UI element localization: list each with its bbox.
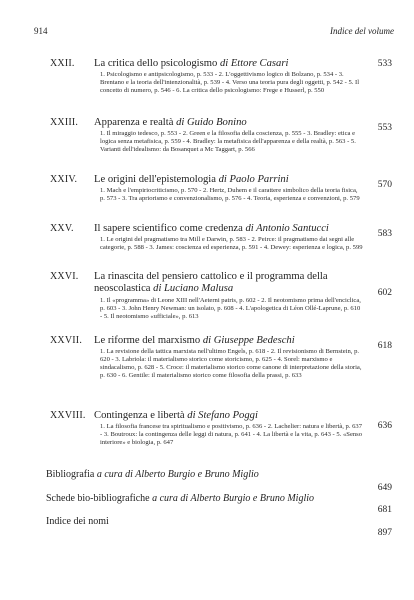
toc-back-matter[interactable] (46, 516, 392, 538)
chapter-author: di Giuseppe Bedeschi (202, 335, 295, 346)
section-list: 1. Psicologismo e antipsicologismo, p. 533 - 2. L'oggettivismo logico di Bolzano, p. 534 - 3. Brentano e la teoria dell'intenzionalità, p. 539 - 4. Verso una teoria pura degli oggetti, p. 542 - 5. Il concetto di numero, p. 546 - 6. La critica dello psicologismo: Frege e Husserl, p. 550 (100, 71, 360, 95)
chapter-title: Le riforme del marxismo di Giuseppe Bedeschi (94, 335, 295, 346)
chapter-number: XXIII. (50, 117, 79, 128)
chapter-title: La rinascita del pensiero cattolico e il programma della neoscolastica di Luciano Malusa (94, 271, 328, 294)
toc-back-matter[interactable] (46, 469, 392, 493)
chapter-title: Apparenza e realtà di Guido Bonino (94, 117, 247, 128)
back-matter-label: Indice dei nomi (46, 516, 109, 527)
chapter-title: Il sapere scientifico come credenza di Antonio Santucci (94, 223, 329, 234)
page-ref: 602 (377, 288, 392, 298)
chapter-number: XXVIII. (50, 410, 86, 421)
page-ref: 533 (377, 59, 392, 69)
section-list: 1. La revisione della tattica marxista nell'ultimo Engels, p. 618 - 2. Il revisionismo di Bernstein, p. 620 - 3. Labriola: il materialismo storico come storicismo, p. 625 - 4. Sorel: marxismo e sindacalismo, p. 628 - 5. Croce: il materialismo storico come canone di interpretazione della storia, p. 630 - 6. Gentile: il materialismo storico come filosofia della prassi, p. 633 (100, 348, 362, 380)
section-list: 1. La filosofia francese tra spiritualismo e positivismo, p. 636 - 2. Lachelier: natura e libertà, p. 637 - 3. Boutroux: la contingenza delle leggi di natura, p. 641 - 4. La libertà e la vita, p. 643 - 5. «Senso interiore» e biologia, p. 647 (100, 423, 363, 447)
page-ref: 649 (377, 483, 392, 493)
chapter-author: di Luciano Malusa (153, 283, 234, 294)
page-ref: 583 (377, 229, 392, 239)
running-header (34, 26, 394, 40)
chapter-title: Le origini dell'epistemologia di Paolo Parrini (94, 174, 289, 185)
page-ref: 618 (377, 341, 392, 351)
chapter-author: di Antonio Santucci (245, 223, 329, 234)
back-matter-label: Bibliografia a cura di Alberto Burgio e Bruno Miglio (46, 469, 259, 480)
chapter-title: La critica dello psicologismo di Ettore Casari (94, 58, 289, 69)
page-number: 914 (34, 26, 48, 36)
page-ref: 570 (377, 180, 392, 190)
section-list: 1. Le origini del pragmatismo tra Mill e Darwin, p. 583 - 2. Peirce: il pragmatismo dai segni alle categorie, p. 588 - 3. James: coscienza ed esperienza, p. 591 - 4. Dewey: esperienza e logica, p. 599 (100, 236, 363, 252)
chapter-number: XXII. (50, 58, 75, 69)
chapter-author: di Ettore Casari (219, 58, 289, 69)
running-title: Indice del volume (330, 26, 394, 36)
chapter-author: di Stefano Poggi (187, 410, 258, 421)
chapter-number: XXIV. (50, 174, 78, 185)
toc-back-matter[interactable] (46, 493, 392, 515)
section-list: 1. Il miraggio tedesco, p. 553 - 2. Green e la filosofia della coscienza, p. 555 - 3. Bradley: etica e logica senza metafisica, p. 559 - 4. Bradley: la metafisica dell'apparenza e della realtà, p. 563 - 5. Varianti dell'idealismo: da Bosanquet a Mc Taggart, p. 566 (100, 130, 356, 154)
page-ref: 636 (377, 421, 392, 431)
chapter-title: Contingenza e libertà di Stefano Poggi (94, 410, 258, 421)
chapter-author: di Paolo Parrini (218, 174, 289, 185)
page-ref: 681 (377, 505, 392, 515)
page-ref: 897 (377, 528, 392, 538)
chapter-number: XXVII. (50, 335, 83, 346)
chapter-number: XXVI. (50, 271, 79, 282)
back-matter-label: Schede bio-bibliografiche a cura di Alberto Burgio e Bruno Miglio (46, 493, 315, 504)
chapter-number: XXV. (50, 223, 74, 234)
page-ref: 553 (377, 123, 392, 133)
chapter-author: di Guido Bonino (176, 117, 247, 128)
section-list: 1. Il «programma» di Leone XIII nell'Aeterni patris, p. 602 - 2. Il neotomismo prima dell'enciclica, p. 603 - 3. John Henry Newman: un isolato, p. 608 - 4. L'apologetica di Léon Ollé-Laprune, p. 610 - 5. Il neotomismo «ufficiale», p. 613 (100, 297, 361, 321)
section-list: 1. Mach e l'empiriocriticismo, p. 570 - 2. Hertz, Duhem e il carattere simbolico della teoria fisica, p. 573 - 3. Tra apriorismo e convenzionalismo, p. 576 - 4. Teoria, esperienza e convenzioni, p. 579 (100, 187, 360, 203)
